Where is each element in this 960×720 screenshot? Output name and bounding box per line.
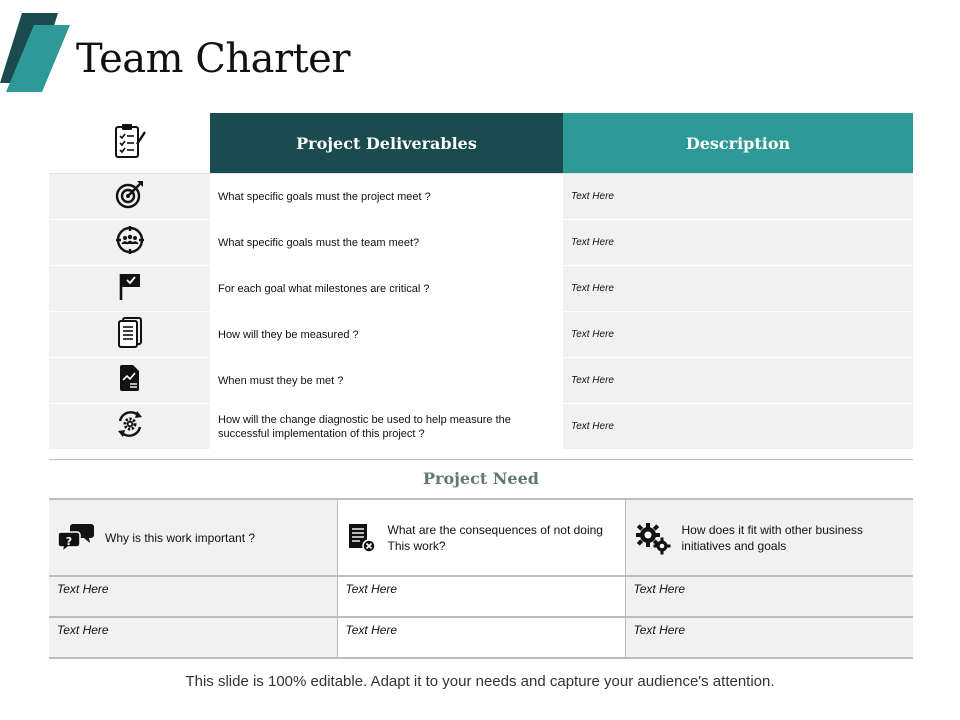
project-need-title: Project Need (423, 469, 539, 488)
need-header-cell (337, 499, 625, 576)
deliverable-row (49, 266, 913, 312)
deliverable-row (49, 220, 913, 266)
row-icon-cell (49, 220, 210, 266)
checklist-icon (113, 122, 147, 160)
need-value-cell: Text Here (49, 617, 337, 658)
deliverable-description: Text Here (563, 220, 913, 266)
need-value-row (49, 576, 913, 617)
deliverable-row (49, 174, 913, 220)
deliverable-description: Text Here (563, 358, 913, 404)
chat-question-icon (57, 522, 95, 554)
row-icon-cell (49, 358, 210, 404)
need-question-label: What are the consequences of not doing This work? (387, 522, 603, 553)
need-value-cell: Text Here (625, 617, 913, 658)
deliverable-question: When must they be met ? (210, 358, 563, 404)
gears-icon (634, 521, 672, 555)
need-question-label: How does it fit with other business initiatives and goals (681, 522, 863, 553)
deliverable-row (49, 404, 913, 450)
need-header-row (49, 499, 913, 576)
svg-text:?: ? (65, 534, 73, 548)
checklist-header-cell (49, 113, 210, 174)
row-icon-cell (49, 174, 210, 220)
row-icon-cell (49, 404, 210, 450)
deliverable-description: Text Here (563, 404, 913, 450)
brand-logo (0, 10, 70, 92)
header-project-deliverables: Project Deliverables (210, 113, 563, 174)
deliverable-description: Text Here (563, 312, 913, 358)
need-value-row (49, 617, 913, 658)
deliverable-description: Text Here (563, 174, 913, 220)
deliverable-question: For each goal what milestones are critical ? (210, 266, 563, 312)
deliverable-description: Text Here (563, 266, 913, 312)
deliverable-question: How will the change diagnostic be used to help measure the successful implementation of this project ? (210, 404, 563, 450)
header-description: Description (563, 113, 913, 174)
project-need-table (49, 498, 913, 659)
flag-check-icon (117, 271, 143, 301)
need-value-cell: Text Here (337, 576, 625, 617)
need-value-cell: Text Here (625, 576, 913, 617)
row-icon-cell (49, 312, 210, 358)
need-value-cell: Text Here (337, 617, 625, 658)
target-icon (115, 179, 145, 209)
deliverable-question: What specific goals must the project meet ? (210, 174, 563, 220)
deliverable-question: What specific goals must the team meet? (210, 220, 563, 266)
team-target-icon (115, 225, 145, 255)
page-title: Team Charter (76, 36, 350, 82)
deliverable-question: How will they be measured ? (210, 312, 563, 358)
gear-cycle-icon (115, 409, 145, 439)
chart-document-icon (118, 363, 142, 393)
section-divider (49, 459, 913, 460)
deliverable-row (49, 312, 913, 358)
need-header-cell (49, 499, 337, 576)
need-header-cell (625, 499, 913, 576)
need-value-cell: Text Here (49, 576, 337, 617)
footer-note: This slide is 100% editable. Adapt it to your needs and capture your audience's attention. (185, 673, 775, 690)
row-icon-cell (49, 266, 210, 312)
deliverables-table (49, 113, 913, 450)
documents-icon (117, 316, 143, 348)
need-question-label: Why is this work important ? (105, 530, 256, 545)
deliverable-row (49, 358, 913, 404)
document-cancel-icon (346, 522, 378, 554)
